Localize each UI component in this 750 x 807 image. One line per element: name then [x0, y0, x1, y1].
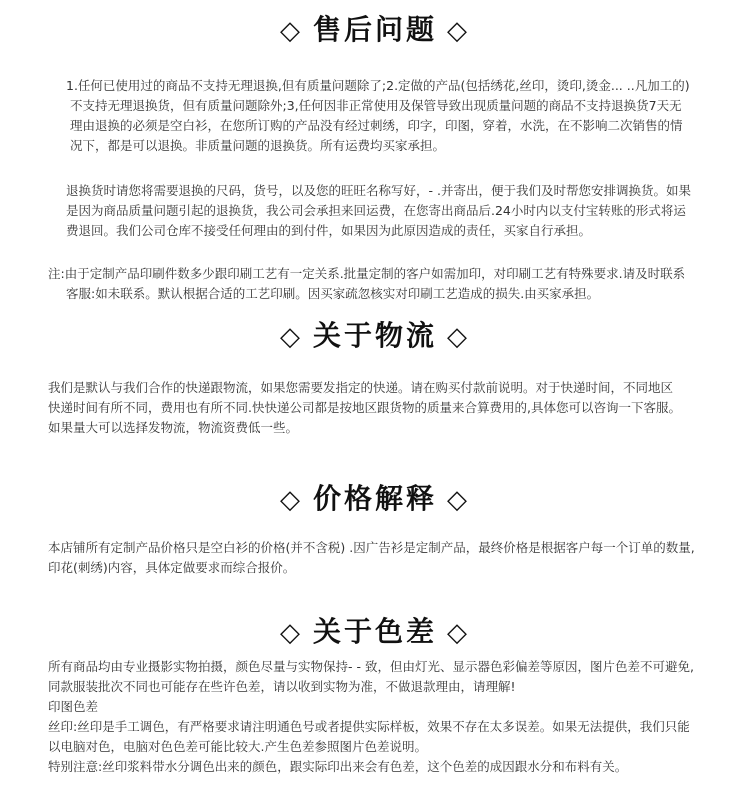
logistics-paragraph [48, 378, 681, 438]
section-heading-pricing [0, 481, 750, 518]
text-line: 本店铺所有定制产品价格只是空白衫的价格(并不含税) .因广告衫是定制产品，最终价格是根据客户每一个订单的数量, [48, 540, 695, 555]
text-line: 我们是默认与我们合作的快递跟物流，如果您需要发指定的快递。请在购买付款前说明。对于快递时间，不同地区 [48, 380, 674, 395]
text-line: 同款服装批次不同也可能存在些许色差，请以收到实物为准，不做退款理由，请理解! [48, 679, 516, 694]
text-line: 退换货时请您将需要退换的尺码，货号，以及您的旺旺名称写好，- .并寄出，便于我们及时帮您安排调换货。如果 [66, 183, 691, 198]
text-line: 印花(刺绣)内容，具体定做要求而综合报价。 [48, 560, 296, 575]
diamond-icon: ◇ [447, 322, 470, 352]
after-sales-paragraph-2 [66, 181, 691, 241]
heading-text: 关于物流 [312, 319, 437, 352]
text-line: 所有商品均由专业摄影实物拍摄，颜色尽量与实物保持- - 致，但由灯光、显示器色彩偏差等原因，图片色差不可避免, [48, 659, 694, 674]
pricing-paragraph [48, 538, 695, 578]
text-line: 如果量大可以选择发物流，物流资费低一些。 [48, 420, 299, 435]
text-line: 是因为商品质量问题引起的退换货，我公司会承担来回运费，在您寄出商品后.24小时内以支付宝转账的形式将运 [66, 203, 686, 218]
diamond-icon: ◇ [279, 618, 303, 648]
text-line: 注:由于定制产品印刷件数多少跟印刷工艺有一定关系.批量定制的客户如需加印，对印刷工艺有特殊要求.请及时联系 [48, 266, 686, 281]
text-line: 丝印:丝印是手工调色，有严格要求请注明通色号或者提供实际样板，效果不存在太多误差。如果无法提供，我们只能 [48, 719, 690, 734]
section-heading-logistics [0, 318, 750, 355]
text-line: 客服:如未联系。默认根据合适的工艺印刷。因买家疏忽核实对印刷工艺造成的损失.由买家承担。 [66, 286, 600, 301]
text-line: 1.任何已使用过的商品不支持无理退换,但有质量问题除了;2.定做的产品(包括绣花,丝印，烫印,烫金... ..凡加工的) [66, 78, 690, 93]
text-line: 况下，都是可以退换。非质量问题的退换货。所有运费均买家承担。 [70, 138, 446, 153]
text-line: 印图色差 [48, 699, 99, 714]
diamond-icon: ◇ [447, 618, 470, 648]
diamond-icon: ◇ [447, 16, 470, 46]
text-line: 理由退换的必须是空白衫，在您所订购的产品没有经过刺绣，印字，印图，穿着，水洗，在不影响二次销售的情 [70, 118, 683, 133]
text-line: 特别注意:丝印浆料带水分调色出来的颜色，跟实际印出来会有色差，这个色差的成因跟水分和布料有关。 [48, 759, 628, 774]
heading-text: 价格解释 [312, 482, 437, 515]
heading-text: 关于色差 [312, 615, 437, 648]
heading-text: 售后问题 [312, 13, 437, 46]
diamond-icon: ◇ [447, 485, 470, 515]
section-heading-color [0, 614, 750, 651]
diamond-icon: ◇ [279, 322, 303, 352]
after-sales-note [48, 264, 685, 304]
text-line: 不支持无理退换货，但有质量问题除外;3,任何因非正常使用及保管导致出现质量问题的商品不支持退换货7天无 [70, 98, 682, 113]
color-paragraph [48, 657, 694, 777]
text-line: 快递时间有所不同，费用也有所不同.快快递公司都是按地区跟货物的质量来合算费用的,具体您可以咨询一下客服。 [48, 400, 681, 415]
diamond-icon: ◇ [279, 485, 303, 515]
text-line: 以电脑对色，电脑对色色差可能比较大.产生色差参照图片色差说明。 [48, 739, 427, 754]
text-line: 费退回。我们公司仓库不接受任何理由的到付件，如果因为此原因造成的责任，买家自行承担。 [66, 223, 592, 238]
after-sales-paragraph-1 [66, 76, 690, 156]
diamond-icon: ◇ [279, 16, 303, 46]
section-heading-after-sales [0, 12, 750, 49]
